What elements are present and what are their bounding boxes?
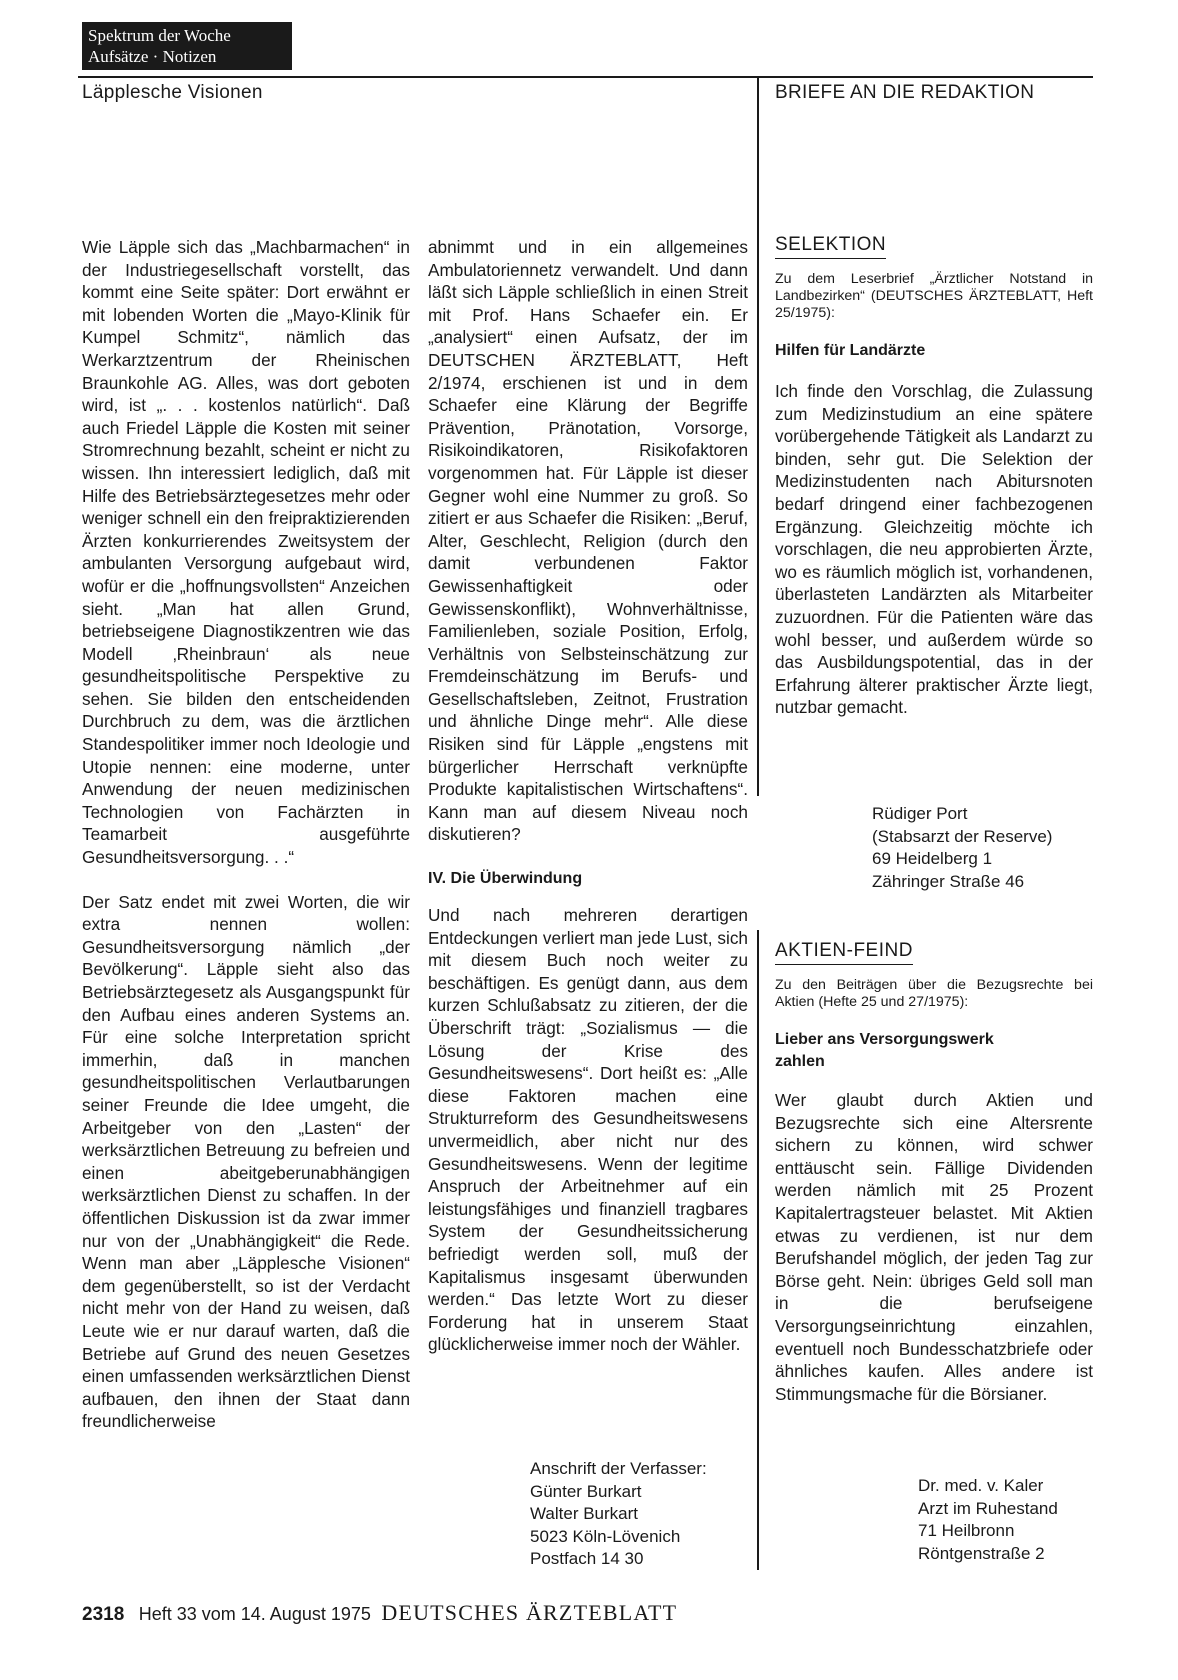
- address-line: Anschrift der Verfasser:: [530, 1459, 707, 1478]
- page-number: 2318: [82, 1604, 125, 1625]
- section-badge: [82, 22, 292, 70]
- letter-title: AKTIEN-FEIND: [775, 940, 913, 965]
- article-section-title: Läpplesche Visionen: [82, 82, 263, 103]
- article-column-1: [82, 236, 410, 1433]
- letter-title: SELEKTION: [775, 234, 886, 259]
- address-line: Walter Burkart: [530, 1504, 639, 1523]
- column-divider-upper: [757, 76, 759, 796]
- article-subheading: IV. Die Überwindung: [428, 870, 583, 888]
- letter-aktien-feind: [775, 940, 1093, 1405]
- letter-body: Wer glaubt durch Aktien und Bezugsrechte sich eine Altersrente sichern zu können, wird schwer enttäuscht sein. Fällige Dividenden werden nämlich mit 25 Prozent Kapitalertragsteuer belastet. Mit Aktien etwas zu verdienen, ist nur dem Berufshandel möglich, der jeden Tag zur Börse geht. Nein: übriges Geld soll man in die berufseigene Versorgungseinrichtung einzahlen, eventuell noch Bundesschatzbriefe oder ähnliches kaufen. Alles andere ist Stimmungsmache für die Börsianer.: [775, 1090, 1093, 1404]
- signature-line: 71 Heilbronn: [918, 1521, 1015, 1540]
- address-line: 5023 Köln-Lövenich: [530, 1526, 681, 1546]
- issue-info: Heft 33 vom 14. August 1975: [138, 1604, 371, 1624]
- letter-body: Ich finde den Vorschlag, die Zulassung zum Medizinstudium an eine spätere vorübergehende Tätigkeit als Landarzt zu binden, sehr gut. Die Selektion der Medizinstudenten nach Abitursnoten bedarf dringend einer fachbezogenen Ergänzung. Gleichzeitig möchte ich vorschlagen, die neu approbierten Ärzte, wo es räumlich möglich ist, vorhandenen, überlasteten Landärzten als Mitarbeiter zuzuordnen. Für die Patienten wäre das wohl besser, und außerdem würde so das Ausbildungspotential, das in der Erfahrung älterer praktischer Ärzte liegt, nutzbar gemacht.: [775, 381, 1093, 718]
- letter-intro: Zu den Beiträgen über die Bezugsrechte bei Aktien (Hefte 25 und 27/1975):: [775, 977, 1093, 1010]
- signature-line: Zähringer Straße 46: [872, 871, 1025, 891]
- badge-line-2: Aufsätze · Notizen: [88, 47, 217, 66]
- address-line: Postfach 14 30: [530, 1549, 644, 1568]
- signature-line: 69 Heidelberg 1: [872, 849, 993, 868]
- journal-name: DEUTSCHES ÄRZTEBLATT: [381, 1600, 678, 1625]
- top-rule: [78, 76, 1093, 78]
- article-paragraph: Und nach mehreren derartigen Entdeckungen verliert man jede Lust, sich mit diesem Buch noch weiter zu beschäftigen. Es genügt dann, aus dem kurzen Schlußabsatz zu zitieren, der die Überschrift trägt: „Sozialismus — die Lösung der Krise des Gesundheitswesens“. Dort heißt es: „Alle diese Faktoren machen eine Strukturreform des Gesundheitswesens unvermeidlich, aber nicht nur des Gesundheitswesens. Wenn der legitime Anspruch der Arbeitnehmer auf ein leistungsfähiges und finanziell tragbares System der Gesundheitssicherung befriedigt werden soll, muß der Kapitalismus insgesamt überwunden werden.“ Das letzte Wort zu dieser Forderung hat in unserem Staat glücklicherweise immer noch der Wähler.: [428, 905, 748, 1355]
- badge-line-1: Spektrum der Woche: [88, 26, 231, 45]
- signature-line: Dr. med. v. Kaler: [918, 1476, 1044, 1495]
- signature-line: Arzt im Ruhestand: [918, 1498, 1058, 1518]
- page-footer: [82, 1600, 677, 1626]
- article-paragraph: abnimmt und in ein allgemeines Ambulatoriennetz verwandelt. Und dann läßt sich Läpple schließlich in einen Streit mit Prof. Hans Schaefer ein. Er „analysiert“ einen Aufsatz, der im DEUTSCHEN ÄRZTEBLATT, Heft 2/1974, erschienen ist und in dem Schaefer eine Klärung der Begriffe Prävention, Pränotation, Vorsorge, Risikoindikatoren, Risikofaktoren vorgenommen hat. Für Läpple ist dieser Gegner wohl eine Nummer zu groß. So zitiert er aus Schaefer die Risiken: „Beruf, Alter, Geschlecht, Religion (durch den damit verbundenen Faktor Gewissenhaftigkeit oder Gewissenskonflikt), Wohnverhältnisse, Familienleben, soziale Position, Erfolg, Verhältnis von Selbsteinschätzung zur Fremdeinschätzung im Berufs- und Gesellschaftsleben, Zeitnot, Frustration und ähnliche Dinge mehr“. Alle diese Risiken sind für Läpple „engstens mit bürgerlicher Herrschaft verknüpfte Produkte kapitalistischen Wirtschaftens“. Kann man auf diesem Niveau noch diskutieren?: [428, 237, 748, 845]
- letter-intro: Zu dem Leserbrief „Ärztlicher Notstand in Landbezirken“ (DEUTSCHES ÄRZTEBLATT, Heft 25/1975):: [775, 271, 1093, 321]
- signature-line: Rüdiger Port: [872, 804, 968, 823]
- author-address: [530, 1458, 760, 1571]
- article-column-2: [428, 236, 748, 1356]
- address-line: Günter Burkart: [530, 1481, 642, 1501]
- letter-signature: [918, 1475, 1108, 1565]
- signature-line: Röntgenstraße 2: [918, 1543, 1045, 1563]
- letter-selektion: [775, 234, 1093, 719]
- letter-heading: Lieber ans Versorgungswerk zahlen: [775, 1031, 994, 1070]
- signature-line: (Stabsarzt der Reserve): [872, 826, 1053, 846]
- letter-heading: Hilfen für Landärzte: [775, 342, 926, 359]
- article-paragraph: Wie Läpple sich das „Machbarmachen“ in der Industriegesellschaft vorstellt, das kommt eine Seite später: Dort erwähnt er mit lobenden Worten die „Mayo-Klinik für Kumpel Schmitz“, nämlich das Werkarztzentrum der Rheinischen Braunkohle AG. Alles, was dort geboten wird, ist „. . . kostenlos natürlich“. Daß auch Friedel Läpple die Kosten mit seiner Stromrechnung bezahlt, scheint er nicht zu wissen. Ihn interessiert lediglich, daß mit Hilfe des Betriebsärztegesetzes mehr oder weniger schnell ein den freipraktizierenden Ärzten konkurrierendes Zweitsystem der ambulanten Versorgung aufgebaut wird, wofür er die „hoffnungsvollsten“ Anzeichen sieht. „Man hat allen Grund, betriebseigene Diagnostikzentren wie das Modell ‚Rheinbraun‘ als neue gesundheitspolitische Perspektive zu sehen. Sie bilden den entscheidenden Durchbruch zu dem, was die ärztlichen Standespolitiker immer noch Ideologie und Utopie nennen: eine moderne, unter Anwendung der neuen medizinischen Technologien von Fachärzten in Teamarbeit ausgeführte Gesundheitsversorgung. . .“: [82, 237, 410, 868]
- article-paragraph: Der Satz endet mit zwei Worten, die wir extra nennen wollen: Gesundheitsversorgung nämlich „der Bevölkerung“. Läpple sieht also das Betriebsärztegesetz als Ausgangspunkt für den Aufbau eines anderen Systems an. Für eine solche Interpretation spricht immerhin, daß in manchen gesundheitspolitischen Verlautbarungen seiner Freunde die Idee umgeht, die Arbeitgeber von den „Lasten“ der werksärztlichen Betreuung zu befreien und einen abeitgeberunabhängigen werksärztlichen Dienst zu schaffen. In der öffentlichen Diskussion ist da zwar immer nur von der „Unabhängigkeit“ die Rede. Wenn man aber „Läpplesche Visionen“ dem gegenüberstellt, so ist der Verdacht nicht mehr von der Hand zu weisen, daß Leute wie er nur darauf warten, daß die Betriebe auf Grund des neuen Gesetzes einen umfassenden werksärztlichen Dienst aufbauen, den ihnen der Staat dann freundlicherweise: [82, 891, 410, 1432]
- letter-signature: [872, 803, 1112, 893]
- letters-section-title: BRIEFE AN DIE REDAKTION: [775, 82, 1035, 103]
